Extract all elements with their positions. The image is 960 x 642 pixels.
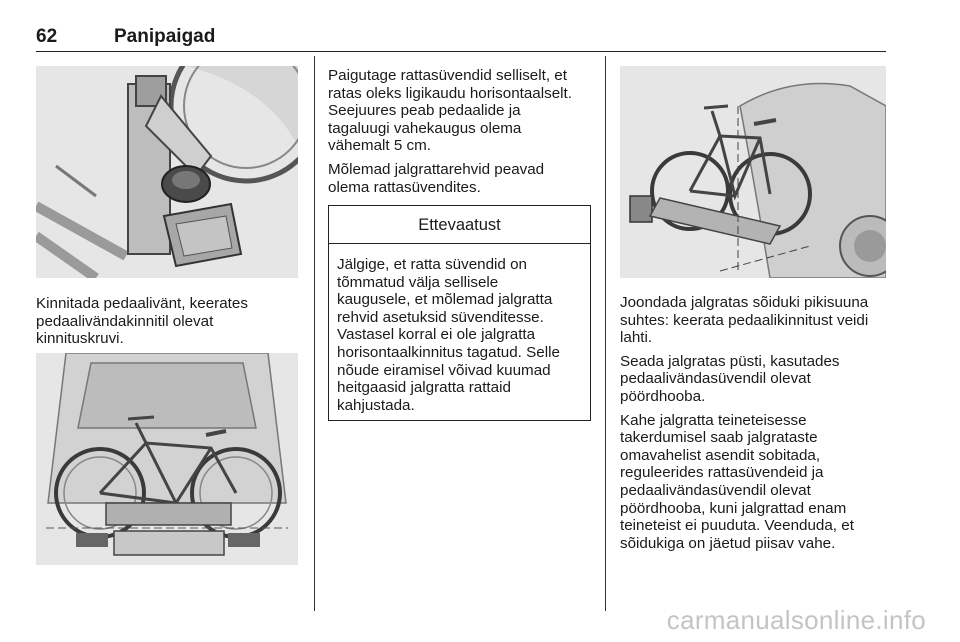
site-watermark: carmanualsonline.info bbox=[666, 605, 926, 635]
caution-box bbox=[328, 205, 591, 421]
rear-bike-carrier-illustration bbox=[36, 353, 298, 565]
column2-text bbox=[328, 67, 600, 202]
paragraph-wheel-troughs: Paigutage rattasüvendid selliselt, et ratas oleks ligikaudu horisontaalselt. Seejuures peab pedaalide ja tagaluugi vahekaugus olema vähemalt 5 cm. bbox=[328, 67, 572, 155]
column-divider-left bbox=[314, 56, 315, 611]
column-divider-right bbox=[605, 56, 606, 611]
column3-text bbox=[620, 294, 892, 558]
caption-pedal-clamp: Kinnitada pedaalivänt, keerates pedaalivändakinnitil olevat kinnituskruvi. bbox=[36, 295, 248, 348]
paragraph-two-bicycles: Kahe jalgratta teineteisesse takerdumisel saab jalgrataste omavahelist asendit sobitada, reguleerides rattasüvendeid ja pedaalivändasüvendil olevat pöördhooba, kuni jalgrattad enam teineteist ei puuduta. Veenduda, et sõidukiga on jäetud piisav vahe. bbox=[620, 411, 854, 552]
chapter-title: Panipaigad bbox=[114, 26, 216, 47]
page-header bbox=[36, 22, 886, 52]
pedal-clamp-illustration bbox=[36, 66, 298, 278]
side-bike-carrier-illustration bbox=[620, 66, 886, 278]
paragraph-align-bicycle: Joondada jalgratas sõiduki pikisuuna suhtes: keerata pedaalikinnitust veidi lahti. bbox=[620, 294, 869, 347]
page-number: 62 bbox=[36, 26, 58, 47]
paragraph-tyres-in-troughs: Mõlemad jalgrattarehvid peavad olema rattasüvendites. bbox=[328, 160, 545, 196]
caution-title: Ettevaatust bbox=[329, 206, 590, 244]
paragraph-set-upright: Seada jalgratas püsti, kasutades pedaalivändasüvendil olevat pöördhooba. bbox=[620, 352, 840, 405]
caution-body: Jälgige, et ratta süvendid on tõmmatud välja sellisele kaugusele, et mõlemad jalgratta rehvid asetuksid süvenditesse. Vastasel korral ei ole jalgratta horisontaalkinnitus tagatud. Selle nõude eiramisel võivad kuumad heitgaasid jalgratta rattaid kahjustada. bbox=[337, 256, 560, 414]
